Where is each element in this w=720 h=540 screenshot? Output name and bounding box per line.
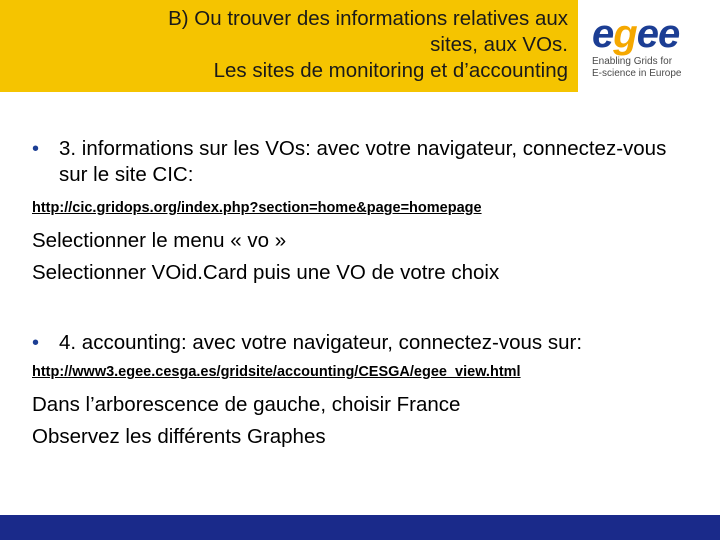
logo-wordmark: egee: [592, 12, 680, 56]
instruction-line-4: Observez les différents Graphes: [32, 425, 326, 448]
title-line-3: Les sites de monitoring et d’accounting: [213, 59, 568, 82]
cic-portal-link[interactable]: http://cic.gridops.org/index.php?section=home&page=homepage: [32, 200, 482, 216]
slide-title: [40, 6, 568, 84]
instruction-line-1: Selectionner le menu « vo »: [32, 229, 287, 252]
footer-bar: [0, 515, 720, 540]
title-line-2: sites, aux VOs.: [430, 33, 568, 56]
bullet-item-accounting: [32, 330, 692, 356]
bullet-icon: •: [32, 332, 40, 354]
bullet-icon: •: [32, 138, 40, 160]
bullet-item-vo-info: [32, 136, 692, 188]
logo-tagline: [592, 56, 682, 80]
title-line-1: B) Ou trouver des informations relatives aux: [168, 7, 568, 30]
bullet-text: 3. informations sur les VOs: avec votre navigateur, connectez-vous sur le site CIC:: [59, 137, 667, 186]
egee-logo: [588, 14, 716, 84]
instruction-line-3: Dans l’arborescence de gauche, choisir France: [32, 393, 461, 416]
bullet-text: 4. accounting: avec votre navigateur, connectez-vous sur:: [59, 331, 583, 354]
accounting-portal-link[interactable]: http://www3.egee.cesga.es/gridsite/accounting/CESGA/egee_view.html: [32, 364, 521, 380]
logo-tagline-line-1: Enabling Grids for: [592, 56, 673, 67]
logo-tagline-line-2: E-science in Europe: [592, 68, 682, 79]
instruction-line-2: Selectionner VOid.Card puis une VO de votre choix: [32, 261, 500, 284]
